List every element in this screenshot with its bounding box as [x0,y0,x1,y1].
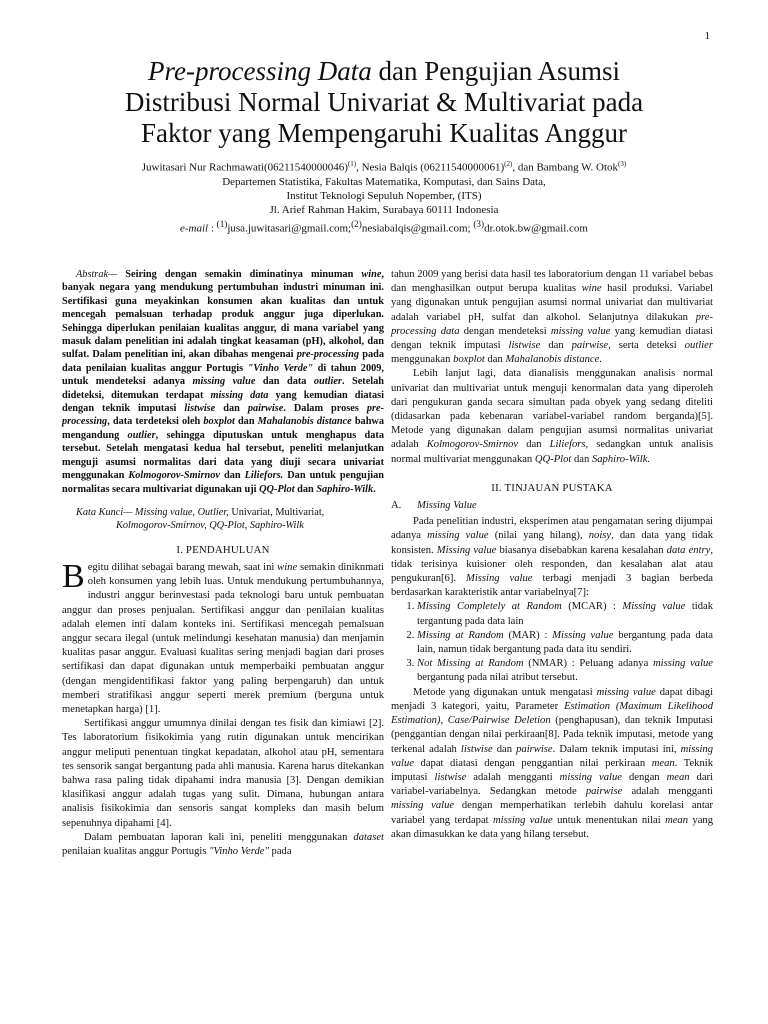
keywords-text: Missing value, Outlier, [132,506,232,518]
text-italic: listwise [434,771,467,783]
text-italic: Liliefors, [549,439,589,451]
text-run: sedangkan untuk analisis normal multivariat menggunakan [391,439,713,465]
paragraph [62,557,384,717]
paragraph: Sertifikasi anggur umumnya dinilai dengan tes fisik dan kimiawi [2]. Tes laboratorium fisikokimia yang rutin digunakan untuk mencirikan anggur meliputi penentuan tingkat kepadatan, alkohol atau pH, sementara tes sensorik sangat bergantung pada ahli manusia. Karena harus ditekankan bahwa rasa paling tidak dipahami indra manusia [3]. Dengan demikian klasifikasi anggur adalah tugas yang sulit. Dimana, hubungan antara analisis fisikokimia dan sensoris sangat kompleks dan masih belum sepenuhnya dipahami [4]. [62,718,384,829]
abs-i: outlier [127,429,156,441]
list-item [417,657,713,685]
title-block [40,56,728,235]
abs-i: listwise [184,403,216,415]
text-italic: Missing value [436,544,497,556]
text-run: (NMAR) : Peluang adanya [523,658,653,670]
left-column [62,268,384,859]
title-italic: Pre-processing Data [148,56,372,86]
abs-t: Seiring dengan semakin diminatinya minuman [117,269,362,280]
affiliation-addr: Jl. Arief Rahman Hakim, Surabaya 60111 Indonesia [269,203,499,216]
text-italic: wine [581,283,602,295]
author-3-mark: (3) [618,160,627,168]
text-italic: Missing at Random [417,629,504,641]
section-heading-tinjauan: II. TINJAUAN PUSTAKA [491,481,613,494]
text-run: dengan memperhatikan terlebih dahulu korelasi antar variabel yang terdapat [391,800,713,826]
text-run: dan [518,439,550,451]
text-run: tahun 2009 yang berisi data hasil tes laboratorium dengan 11 variabel bebas dan menghasilkan output berupa kualitas [391,269,713,295]
abstract [62,268,384,496]
author-2: , Nesia Balqis (06211540000061) [356,161,505,174]
email-1[interactable]: jusa.juwitasari@gmail.com; [227,222,352,235]
text-run: dan [540,340,572,352]
section-heading-pendahuluan: I. PENDAHULUAN [176,543,270,556]
text-italic: Kolmogorov-Smirnov [426,439,519,451]
text-run: dapat diatasi dengan penggantian nilai perkiraan [413,757,652,769]
abs-i: wine [361,269,382,280]
paragraph [62,831,384,859]
text-italic: pairwise [585,786,623,798]
page-number: 1 [704,30,710,42]
text-run: Pada penelitian industri, eksperimen atau pengamatan sering dijumpai adanya [391,516,713,542]
text-run: serta deteksi [610,340,685,352]
text-run: biasanya disebabkan karena kesalahan [496,544,667,556]
abs-t: Dan untuk pengujian normalitas secara multivariat digunakan uji [62,470,384,495]
text-run: Lebih lanjut lagi, data dianalisis menggunakan analisis normal univariat dan multivariat untuk menguji kenormalan data yang diperoleh dari pengukuran ganda secara simultan pada obyek yang sedang diteliti (didasarkan pada kebenaran variabel-variabel random berganda)[5]. Metode yang digunakan dalam pengujian asumsi normalitas univariat adalah [391,368,713,451]
text-italic: missing value [391,743,713,769]
text-run: dengan mendeteksi [459,325,551,337]
text-italic: Missing value [622,601,686,613]
title-line3: Faktor yang Mempengaruhi Kualitas Anggur [141,118,627,148]
text-italic: mean [665,814,689,826]
text-italic: missing value [559,771,622,783]
text-italic: pairwise, [571,340,611,352]
text-run: tidak tergantung pada data lain [417,601,713,627]
keywords-text: Univariat, Multivariat, [231,506,325,518]
missing-value-types-list [391,600,713,685]
email-line [40,217,728,236]
subsection-heading [391,499,713,513]
text-italic: mean [651,757,675,769]
text-italic: missing value [391,800,455,812]
text-italic: missing value [596,686,656,698]
abs-i: missing value [192,376,256,388]
text-run: , dan data yang tidak konsisten. [391,530,713,556]
list-item [417,600,713,628]
abs-i: boxplot [203,416,235,428]
paragraph [391,515,713,600]
email-sep: : [208,222,217,235]
text-run: bergantung pada data lain, namun tidak bergantung pada data itu sendiri. [417,629,713,656]
text-run: dari variabel-variabelnya. Sedangkan metode [391,771,714,798]
text-italic: listwise [508,340,541,352]
text-run: untuk menentukan nilai [552,814,666,826]
abs-t: dan data [255,376,314,388]
abs-i: pairwise [247,403,284,415]
text-italic: missing value [550,325,611,337]
abstract-label: Abstrak— [76,269,118,280]
email-2[interactable]: nesiabalqis@gmail.com; [361,222,474,235]
email-label: e-mail [179,222,209,235]
text-run: Metode yang digunakan untuk mengatasi [413,686,597,698]
text-italic: Missing value [552,629,614,641]
abs-i: QQ-Plot [259,483,295,495]
text-italic: missing value [493,814,553,826]
author-1-mark: (1) [347,160,357,168]
abs-i: Mahalanobis distance [257,416,352,428]
text-italic: mean [666,771,690,783]
abs-i: pre-processing [296,349,360,361]
abs-t: bahwa mengandung [62,416,384,441]
text-italic: noisy [588,530,612,542]
text-italic: Missing Completely at Random [417,601,562,613]
abs-t: . Dalam proses [283,403,367,415]
text-run: adalah mengganti [466,771,560,783]
text-run: (MAR) : [503,629,553,641]
text-run: dan [492,743,517,755]
text-italic: QQ-Plot [534,453,572,465]
text-run: dapat dibagi menjadi 3 kategori, yaitu, Parameter [391,686,714,712]
title-line1: dan Pengujian Asumsi [371,56,620,86]
text-run: (nilai yang hilang), [488,530,589,542]
text-run: pada [268,845,292,857]
text-run: (penghapusan), dan teknik Imputasi (penggantian dengan nilai perkiraan[8]. Pada teknik imputasi, metode yang terkenal adalah [391,715,713,755]
abs-t: dan [294,483,317,495]
text-italic: Not Missing at Random [417,658,524,670]
abs-i: "Vinho Verde" [247,362,314,374]
text-run: (MCAR) : [561,601,623,613]
text-run: , [440,715,448,727]
subsection-number: A. [391,500,402,512]
drop-cap: B [62,557,85,595]
text-italic: outlier [684,340,713,352]
abs-t: . [373,483,376,495]
text-run: Dalam pembuatan laporan kali ini, peneliti menggunakan [84,831,354,843]
email-1-mark: (1) [216,218,228,229]
list-item [417,629,713,657]
text-italic: "Vinho Verde" [209,845,269,857]
text-run: bergantung pada nilai atribut tersebut. [417,672,578,684]
abs-t: . Setelah dideteksi, ditemukan terdapat [62,376,384,401]
email-3[interactable]: dr.otok.bw@gmail.com [484,222,588,235]
affiliation-inst: Institut Teknologi Sepuluh Nopember, (ITS) [286,189,482,202]
text-run: penilaian kualitas anggur Portugis [62,845,210,857]
paper-title [40,56,728,149]
text-italic: Missing value [466,573,533,585]
text-run: yang akan dimasukkan ke data yang hilang tersebut. [391,814,714,840]
abs-i: Kolmogorov-Smirnov [128,470,220,482]
abs-i: missing data [210,389,269,401]
email-3-mark: (3) [473,218,485,229]
text-run: adalah mengganti [622,786,713,798]
text-italic: data entry [666,544,711,556]
text-run: , tidak terisinya kuisioner oleh responden, dan kesalahan alat atau pengukuran[6]. [391,544,714,585]
text-run: dan [484,354,506,366]
affiliation-dept: Departemen Statistika, Fakultas Matematika, Komputasi, dan Sains Data, [222,175,546,188]
text-italic: Case/Pairwise Deletion [447,715,551,727]
abs-t: di tahun 2009, untuk mendeteksi adanya [62,362,384,388]
abs-t: dan [219,470,245,482]
author-list [40,157,728,175]
author-2-mark: (2) [504,160,513,168]
abs-t: dan [234,416,258,428]
keywords-text: Kolmogorov-Smirnov, QQ-Plot, Saphiro-Wilk [116,520,304,532]
right-column [391,268,713,842]
text-italic: wine [277,561,298,573]
email-2-mark: (2) [351,218,362,229]
text-run: hasil produksi. Variabel yang digunakan untuk pengujian asumsi normal univariat dan multivariat adalah variabel pH, sulfat dan alkohol. Selanjutnya dilakukan [391,283,713,323]
author-1: Juwitasari Nur Rachmawati(06211540000046) [141,161,348,174]
text-italic: Estimation (Maximum Likelihood Estimation) [391,700,713,727]
text-italic: pre-processing data [391,311,713,337]
text-run: dengan [622,771,667,783]
text-run: . Teknik imputasi [391,757,713,783]
text-run: semakin diniknmati oleh konsumen yang lebih luas. Untuk mendukung pertumbuhannya, industri anggur berinvestasi pada teknologi baru untuk pembuatan anggur dan proses penjualan. Sertifikasi anggur dan penilaian kualitas adalah elemen inti dalam konteks ini. Sertifikasi mencegah pemalsuan anggur secara ilegal (untuk melindungi kesehatan manusia) dan menjamin kualitas pasar anggur. Evaluasi kualitas sering menjadi bagian dari proses sertifikasi dan dapat digunakan untuk memperbaiki pembuatan anggur (dengan mengidentifikasi faktor yang paling berpengaruh) dan untuk memberi stratifikasi anggur seperti merek premium (berguna untuk menetapkan harga) [1]. [62,561,384,715]
text-run: . Dalam teknik imputasi ini, [552,743,681,755]
abs-i: pre-processing [62,403,384,428]
abs-t: dan [215,403,248,415]
paragraph [391,367,713,466]
text-italic: boxplot [453,354,485,366]
text-italic: missing value [427,530,489,542]
abs-t: , sehingga diputuskan untuk menghapus data tersebut. Setelah mengatasi kedua hal tersebut, peneliti melanjutkan menguji asumsi normalitas dari data yang diuji secara univariat menggunakan [62,429,384,482]
text-italic: listwise [460,743,493,755]
paragraph [391,686,713,842]
text-italic: missing value [652,658,714,670]
abs-t: pada data penilaian kualitas anggur Portugis [62,349,384,374]
text-italic: Mahalanobis distance. [505,354,602,366]
text-run: dan [571,453,592,465]
keywords-label: Kata Kunci— [76,506,133,518]
keywords [62,506,384,533]
text-run: egitu dilihat sebagai barang mewah, saat ini [87,561,278,573]
text-italic: dataset [353,831,384,843]
abs-i: outlier [313,376,342,388]
abs-i: Saphiro-Wilk [316,483,374,495]
subsection-title: Missing Value [417,500,477,512]
paragraph [391,268,713,367]
abs-t: , banyak negara yang mendukung pertumbuhan industri minuman ini. Sertifikasi guna meyakinkan konsumen akan kualitas dan untuk mencegah pemalsuan terhadap produk anggur juga diperlukan. Sehingga diperlukan penilaian kualitas anggur, di mana variabel yang masuk dalam penelitian ini adalah tingkat keasaman (pH), alkohol, dan sulfat. Dalam penelitian ini, akan dibahas mengenai [62,269,384,361]
abs-t: , data terdeteksi oleh [107,416,204,428]
author-3: , dan Bambang W. Otok [512,161,619,174]
text-run: yang kemudian diatasi dengan teknik imputasi [391,325,713,352]
abs-i: Liliefors. [244,470,284,482]
abs-t: yang kemudian diatasi dengan teknik imputasi [62,389,384,415]
text-italic: pairwise [516,743,553,755]
title-line2: Distribusi Normal Univariat & Multivariat pada [124,87,644,117]
text-italic: Saphiro-Wilk. [591,453,651,465]
text-run: menggunakan [391,354,454,366]
text-run: terbagi menjadi 3 bagian berbeda berdasarkan karakteristik antar variabelnya[7]: [391,573,713,599]
